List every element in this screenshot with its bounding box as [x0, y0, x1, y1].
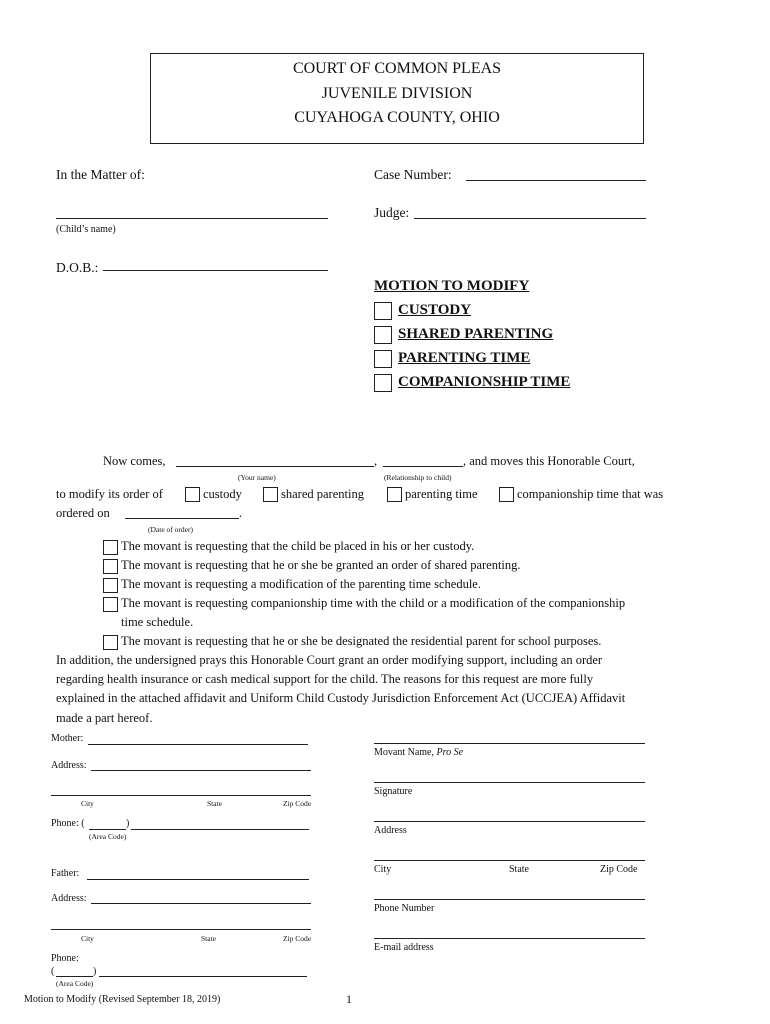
custody-option-label: CUSTODY	[398, 302, 472, 318]
request-companionship-checkbox[interactable]	[103, 597, 118, 612]
mother-address-label: Address:	[51, 760, 87, 771]
movant-name-field[interactable]	[374, 743, 645, 744]
order-parenting-time-checkbox[interactable]	[387, 487, 402, 502]
father-phone-close: )	[93, 966, 97, 977]
father-city-caption: City	[81, 934, 94, 943]
request-custody-text: The movant is requesting that the child be placed in his or her custody.	[121, 539, 475, 553]
parenting-time-option-label: PARENTING TIME	[398, 350, 531, 366]
mother-city-caption: City	[81, 799, 94, 808]
footer-form-title: Motion to Modify (Revised September 18, 2019)	[24, 994, 221, 1005]
ordered-on-text: ordered on	[56, 506, 110, 520]
father-address-label: Address:	[51, 893, 87, 904]
case-number-field[interactable]	[466, 180, 646, 181]
movant-zip-caption: Zip Code	[600, 864, 638, 875]
date-of-order-caption: (Date of order)	[148, 525, 193, 534]
comma-text: ,	[374, 454, 378, 468]
movant-city-caption: City	[374, 864, 392, 875]
dob-label: D.O.B.:	[56, 260, 99, 275]
case-number-label: Case Number:	[374, 167, 452, 182]
child-name-field[interactable]	[56, 218, 328, 219]
mother-address-field[interactable]	[91, 770, 311, 771]
parenting-time-checkbox[interactable]	[374, 350, 392, 368]
addition-line-1: In addition, the undersigned prays this Honorable Court grant an order modifying support, including an order	[56, 653, 603, 667]
father-city-state-zip-field[interactable]	[51, 929, 311, 930]
your-name-caption: (Your name)	[238, 473, 276, 482]
page-number: 1	[346, 992, 352, 1006]
mother-phone-field[interactable]	[131, 829, 309, 830]
modify-order-text: to modify its order of	[56, 487, 163, 501]
division-name: JUVENILE DIVISION	[321, 85, 473, 102]
movant-address-caption: Address	[374, 825, 407, 836]
father-phone-field[interactable]	[99, 976, 307, 977]
mother-phone-close: )	[126, 818, 130, 829]
order-companionship-label: companionship time that was	[517, 487, 664, 501]
movant-address-field[interactable]	[374, 821, 645, 822]
father-area-code-field[interactable]	[56, 976, 93, 977]
companionship-time-checkbox[interactable]	[374, 374, 392, 392]
mother-name-field[interactable]	[88, 744, 308, 745]
mother-area-code-caption: (Area Code)	[89, 832, 127, 841]
movant-email-caption: E-mail address	[374, 942, 434, 953]
shared-parenting-checkbox[interactable]	[374, 326, 392, 344]
addition-line-4: made a part hereof.	[56, 711, 153, 725]
request-shared-parenting-text: The movant is requesting that he or she be granted an order of shared parenting.	[121, 558, 521, 572]
moves-text: , and moves this Honorable Court,	[463, 454, 635, 468]
request-shared-parenting-checkbox[interactable]	[103, 559, 118, 574]
request-custody-checkbox[interactable]	[103, 540, 118, 555]
mother-city-state-zip-field[interactable]	[51, 795, 311, 796]
father-name-field[interactable]	[87, 879, 309, 880]
father-phone-open: (	[51, 966, 55, 977]
court-header-box	[150, 53, 644, 144]
now-comes-text: Now comes,	[103, 454, 166, 468]
movant-name-caption	[374, 747, 463, 758]
mother-phone-label: Phone: (	[51, 818, 85, 829]
matter-label: In the Matter of:	[56, 167, 145, 182]
your-name-field[interactable]	[176, 466, 374, 467]
order-custody-label: custody	[203, 487, 242, 501]
court-name: COURT OF COMMON PLEAS	[292, 60, 502, 77]
father-address-field[interactable]	[91, 903, 311, 904]
motion-title: MOTION TO MODIFY	[374, 278, 530, 294]
order-companionship-checkbox[interactable]	[499, 487, 514, 502]
addition-line-3: explained in the attached affidavit and Uniform Child Custody Jurisdiction Enforcement Act (UCCJEA) Affidavit	[56, 691, 626, 705]
order-shared-parenting-checkbox[interactable]	[263, 487, 278, 502]
father-area-code-caption: (Area Code)	[56, 979, 94, 988]
judge-field[interactable]	[414, 218, 646, 219]
child-name-caption: (Child’s name)	[56, 224, 116, 235]
relationship-field[interactable]	[383, 466, 463, 467]
signature-caption: Signature	[374, 786, 413, 797]
judge-label: Judge:	[374, 205, 410, 220]
request-residential-parent-text: The movant is requesting that he or she be designated the residential parent for school purposes.	[121, 634, 602, 648]
period-text: .	[239, 506, 243, 520]
father-state-caption: State	[201, 934, 216, 943]
mother-area-code-field[interactable]	[89, 829, 126, 830]
mother-state-caption: State	[207, 799, 222, 808]
relationship-caption: (Relationship to child)	[384, 473, 452, 482]
order-parenting-time-label: parenting time	[405, 487, 478, 501]
date-of-order-field[interactable]	[125, 518, 239, 519]
movant-state-caption: State	[509, 864, 529, 875]
movant-city-state-zip-field[interactable]	[374, 860, 645, 861]
mother-zip-caption: Zip Code	[283, 799, 312, 808]
order-shared-parenting-label: shared parenting	[281, 487, 364, 501]
request-companionship-text-cont: time schedule.	[121, 615, 194, 629]
father-label: Father:	[51, 868, 80, 879]
request-companionship-text: The movant is requesting companionship time with the child or a modification of the companionship	[121, 596, 626, 610]
father-phone-label: Phone:	[51, 953, 79, 964]
movant-phone-field[interactable]	[374, 899, 645, 900]
signature-field[interactable]	[374, 782, 645, 783]
father-zip-caption: Zip Code	[283, 934, 312, 943]
request-residential-parent-checkbox[interactable]	[103, 635, 118, 650]
dob-field[interactable]	[103, 270, 328, 271]
addition-line-2: regarding health insurance or cash medical support for the child. The reasons for this request are more fully	[56, 672, 594, 686]
county-name: CUYAHOGA COUNTY, OHIO	[294, 109, 500, 126]
mother-label: Mother:	[51, 733, 84, 744]
movant-name-text: Movant Name,	[374, 747, 437, 758]
custody-checkbox[interactable]	[374, 302, 392, 320]
companionship-time-option-label: COMPANIONSHIP TIME	[398, 374, 571, 390]
shared-parenting-option-label: SHARED PARENTING	[398, 326, 554, 342]
movant-email-field[interactable]	[374, 938, 645, 939]
request-parenting-time-text: The movant is requesting a modification of the parenting time schedule.	[121, 577, 481, 591]
request-parenting-time-checkbox[interactable]	[103, 578, 118, 593]
order-custody-checkbox[interactable]	[185, 487, 200, 502]
movant-phone-caption: Phone Number	[374, 903, 435, 914]
pro-se-text: Pro Se	[436, 747, 464, 758]
